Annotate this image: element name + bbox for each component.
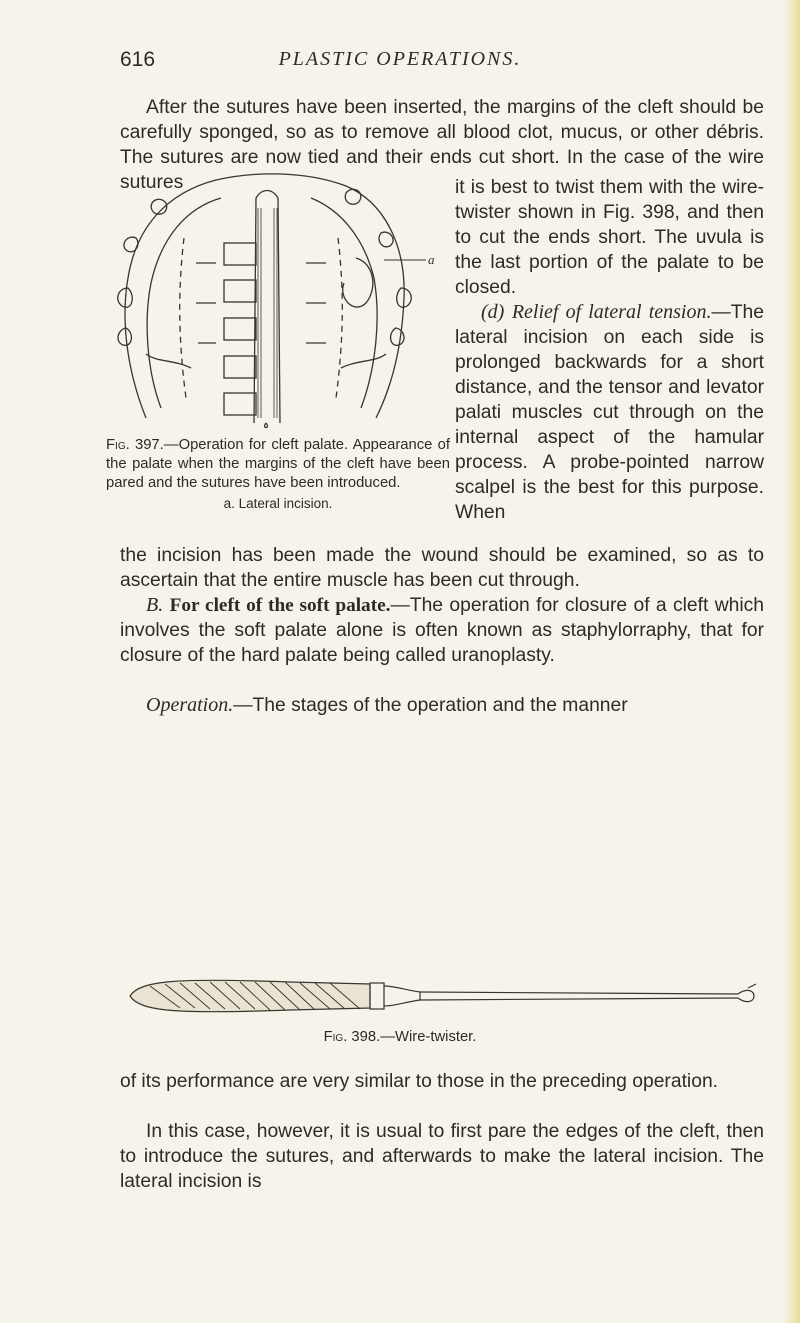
section-d-heading: Relief of lateral tension. xyxy=(511,301,712,323)
paragraph-soft-palate xyxy=(120,593,764,668)
paragraph-incision-examined: the incision has been made the wound should be examined, so as to ascertain that the entire muscle has been cut through. xyxy=(120,545,764,591)
section-b-heading: For cleft of the soft palate. xyxy=(169,595,391,616)
paragraph-performance: of its performance are very similar to those in the preceding operation. xyxy=(120,1071,719,1092)
section-d-label: (d) xyxy=(481,301,505,323)
page-number: 616 xyxy=(120,48,156,71)
paragraph-sutures: After the sutures have been inserted, the margins of the cleft should be carefully sponged, so as to remove all blood clot, mucus, or other débris. The sutures are now tied and their ends cut short. In the case of the wire sutures xyxy=(120,97,764,193)
section-b-label: B. xyxy=(146,594,164,616)
figure-397-caption-label: Fig. 397. xyxy=(106,437,164,453)
figure-397-marker-a: a xyxy=(428,252,435,267)
operation-body: —The stages of the operation and the manner xyxy=(233,695,628,716)
figure-397-caption-text: —Operation for cleft palate. Appearance of the palate when the margins of the cleft have been pared and the sutures have been introduced. xyxy=(106,437,450,491)
paragraph-wire-sutures: it is best to twist them with the wire-twister shown in Fig. 398, and then to cut the ends short. The uvula is the last portion of the palate to be closed. xyxy=(455,177,764,298)
figure-397-caption xyxy=(106,436,450,513)
page-header xyxy=(0,48,800,78)
figure-398-wire-twister-illustration xyxy=(120,974,764,1016)
figure-398-caption-text: —Wire-twister. xyxy=(380,1029,477,1045)
section-d-body: The lateral incision on each side is prolonged backwards for a short distance, and the tensor and levator palati muscles cut through on the internal aspect of the hamular process. A probe-pointed narrow scalpel is the best for this purpose. When xyxy=(455,302,764,523)
paragraph-pare-edges: In this case, however, it is usual to first pare the edges of the cleft, then to introduce the sutures, and afterwards to make the lateral incision. The lateral incision is xyxy=(120,1121,764,1192)
figure-398-caption-label: Fig. 398. xyxy=(323,1029,381,1045)
right-column-text xyxy=(455,175,764,525)
figure-397-cleft-palate-illustration xyxy=(106,168,450,430)
page-edge-shadow xyxy=(784,0,800,1323)
operation-heading: Operation. xyxy=(146,694,234,716)
section-b-body: —The operation for closure of a cleft which involves the soft palate alone is often known as staphylorraphy, that for closure of the hard palate being called uranoplasty. xyxy=(120,595,764,666)
figure-398-caption xyxy=(0,1029,800,1045)
figure-397-caption-sub: a. Lateral incision. xyxy=(223,496,333,511)
paragraph-relief-lateral-tension: (d) Relief of lateral tension.—The lateral incision on each side is prolonged backwards for a short distance, and the tensor and levator palati muscles cut through on the internal aspect of the hamular process. A probe-pointed narrow scalpel is the best for this purpose. When xyxy=(455,301,764,523)
running-title: PLASTIC OPERATIONS. xyxy=(278,48,522,70)
paragraph-operation xyxy=(120,693,764,718)
